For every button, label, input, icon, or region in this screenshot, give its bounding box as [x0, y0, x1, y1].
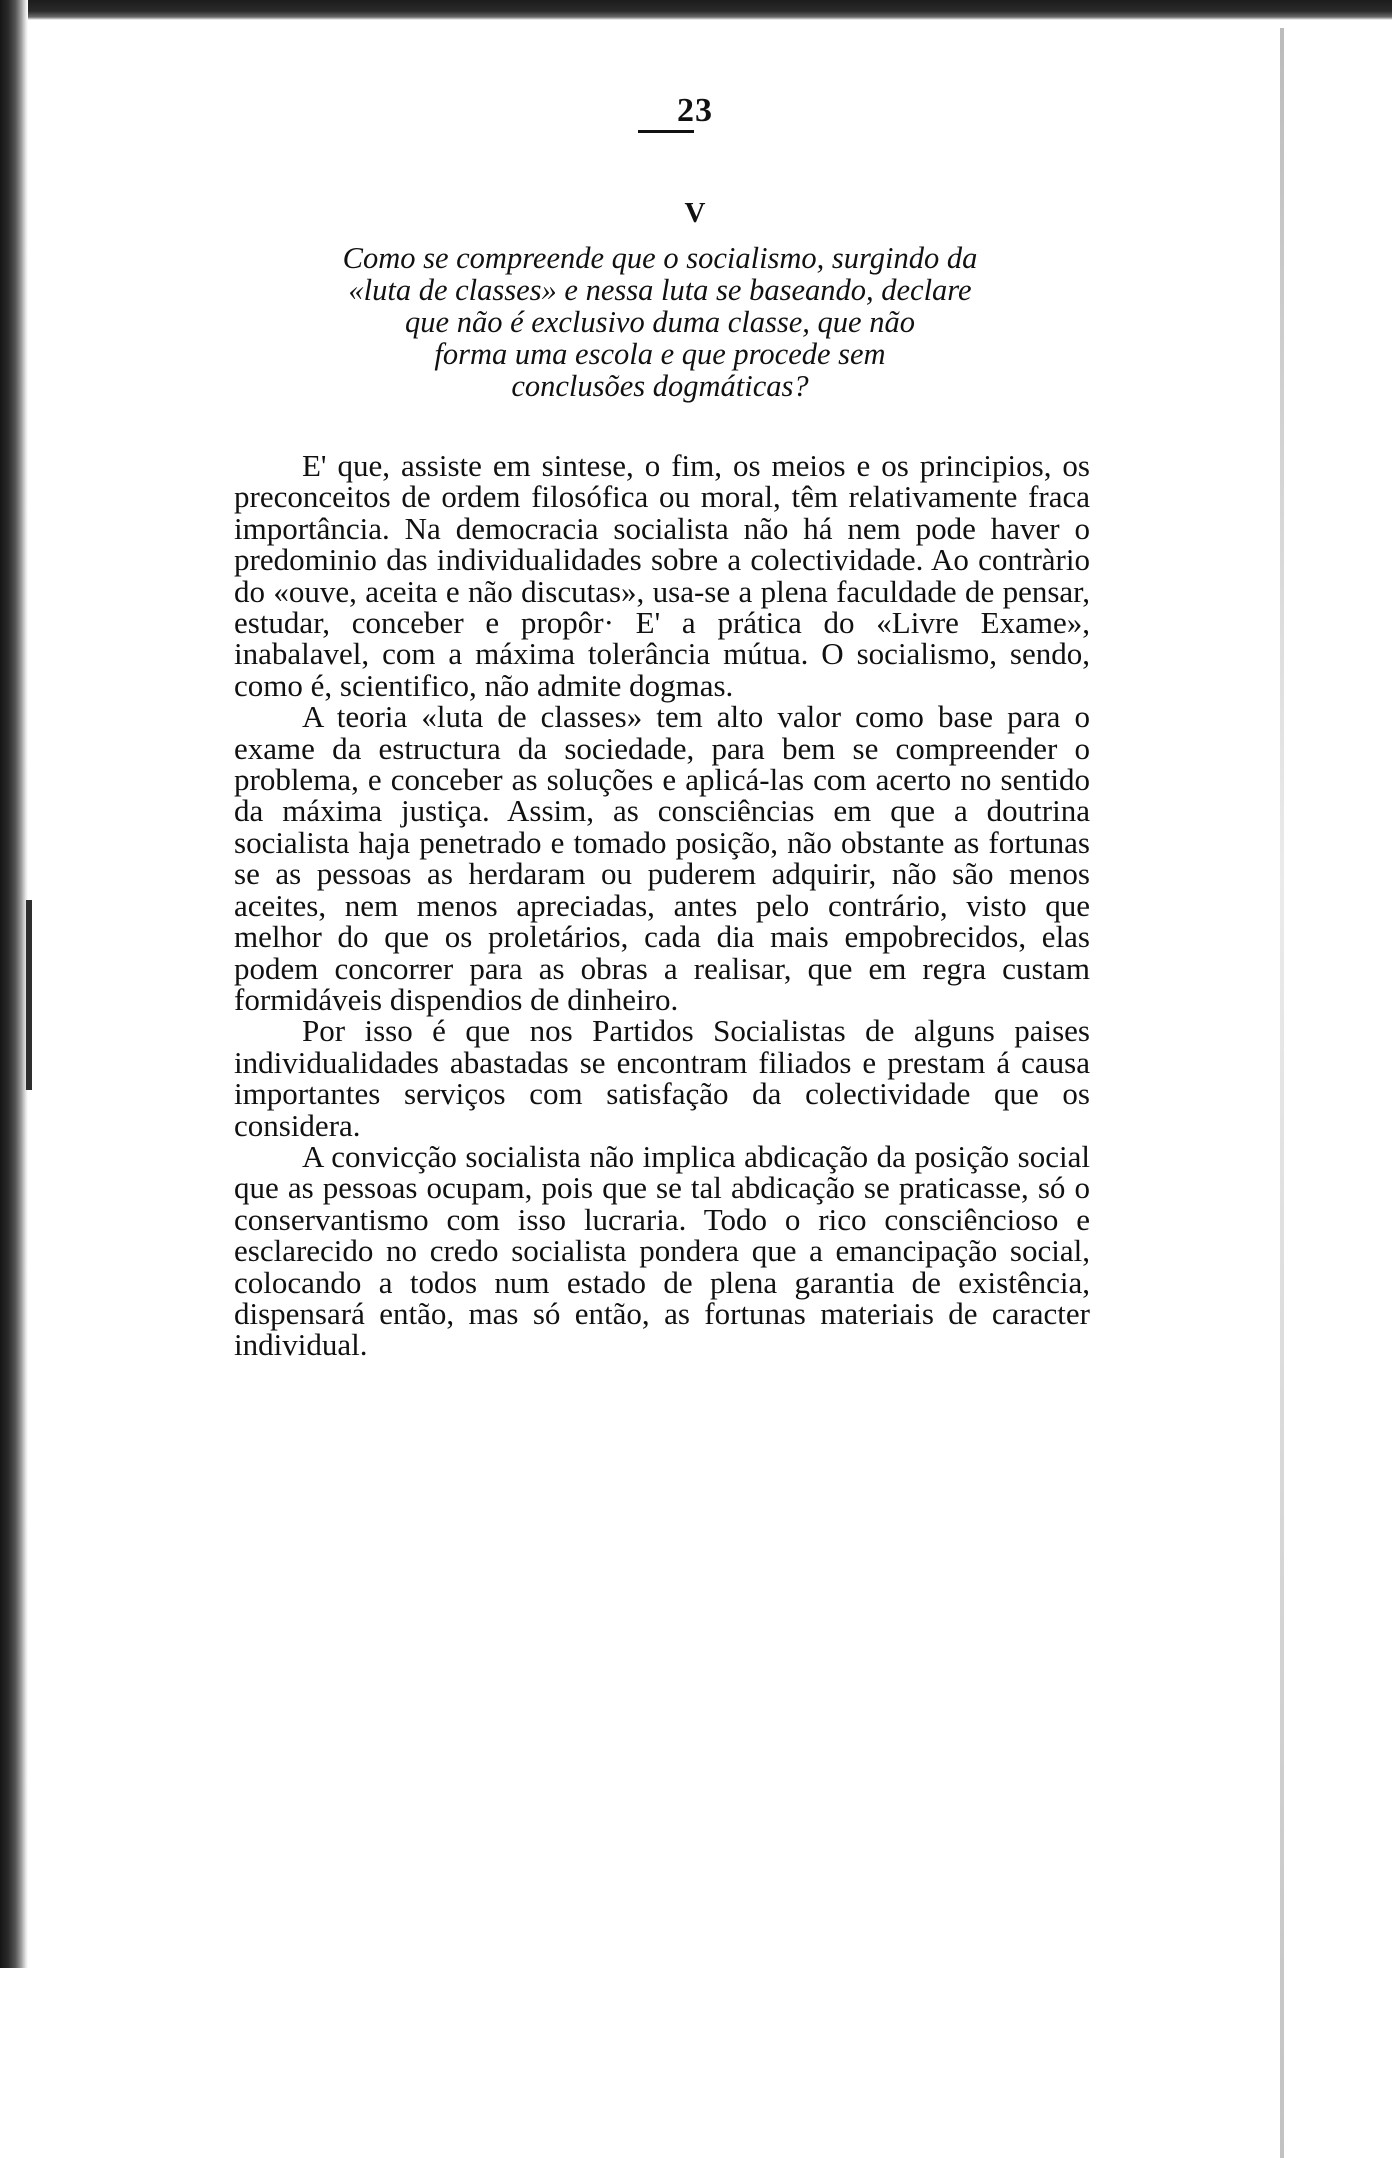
question-line: que não é exclusivo duma classe, que não — [405, 305, 915, 339]
body-text — [234, 450, 1090, 1361]
question-line: forma uma escola e que procede sem — [434, 337, 886, 371]
body-paragraph: A convicção socialista não implica abdicação da posição social que as pessoas ocupam, pois que se tal abdicação se praticasse, só o conservantismo com isso lucraria. Todo o rico consciêncioso e esclarecido no credo socialista pondera que a emancipação social, colocando a todos num estado de plena garantia de existência, dispensará então, mas só então, as fortunas materiais de caracter individual. — [234, 1138, 1090, 1363]
question-line: conclusões dogmáticas? — [511, 369, 809, 403]
body-paragraph: A teoria «luta de classes» tem alto valor como base para o exame da estructura da sociedade, para bem se compreender o problema, e conceber as soluções e aplicá-las com acerto no sentido da máxima justiça. Assim, as consciências em que a doutrina socialista haja penetrado e tomado posição, não obstante as fortunas se as pessoas as herdaram ou puderem adquirir, não são menos aceites, nem menos apreciadas, antes pelo contrário, visto que melhor do que os proletários, cada dia mais empobrecidos, elas podem concorrer para as obras a realisar, que em regra custam formidáveis dispendios de dinheiro. — [234, 699, 1090, 1017]
page-number-underline — [638, 130, 694, 133]
body-paragraph: Por isso é que nos Partidos Socialistas de alguns paises individualidades abastadas se encontram filiados e prestam á causa importantes serviços com satisfação da colectividade que os considera. — [234, 1013, 1090, 1143]
page-number: 23 — [677, 92, 713, 129]
body-paragraph: E' que, assiste em sintese, o fim, os meios e os principios, os preconceitos de ordem filosófica ou moral, têm relativamente fraca importância. Na democracia socialista não há nem pode haver o predominio das individualidades sobre a colectividade. Ao contràrio do «ouve, aceita e não discutas», usa-se a plena faculdade de pensar, estudar, conceber e propôr· E' a prática do «Livre Exame», inabalavel, com a máxima tolerância mútua. O socialismo, sendo, como é, scientifico, não admite dogmas. — [234, 448, 1090, 703]
section-numeral: V — [684, 197, 706, 229]
scan-left-border — [0, 0, 28, 1968]
scan-top-border — [0, 0, 1392, 20]
question-line: Como se compreende que o socialismo, surgindo da — [342, 241, 978, 275]
section-question — [250, 242, 1070, 402]
page-right-edge — [1280, 28, 1284, 2158]
scan-binding-shadow — [26, 900, 32, 1090]
question-line: «luta de classes» e nessa luta se baseando, declare — [348, 273, 972, 307]
